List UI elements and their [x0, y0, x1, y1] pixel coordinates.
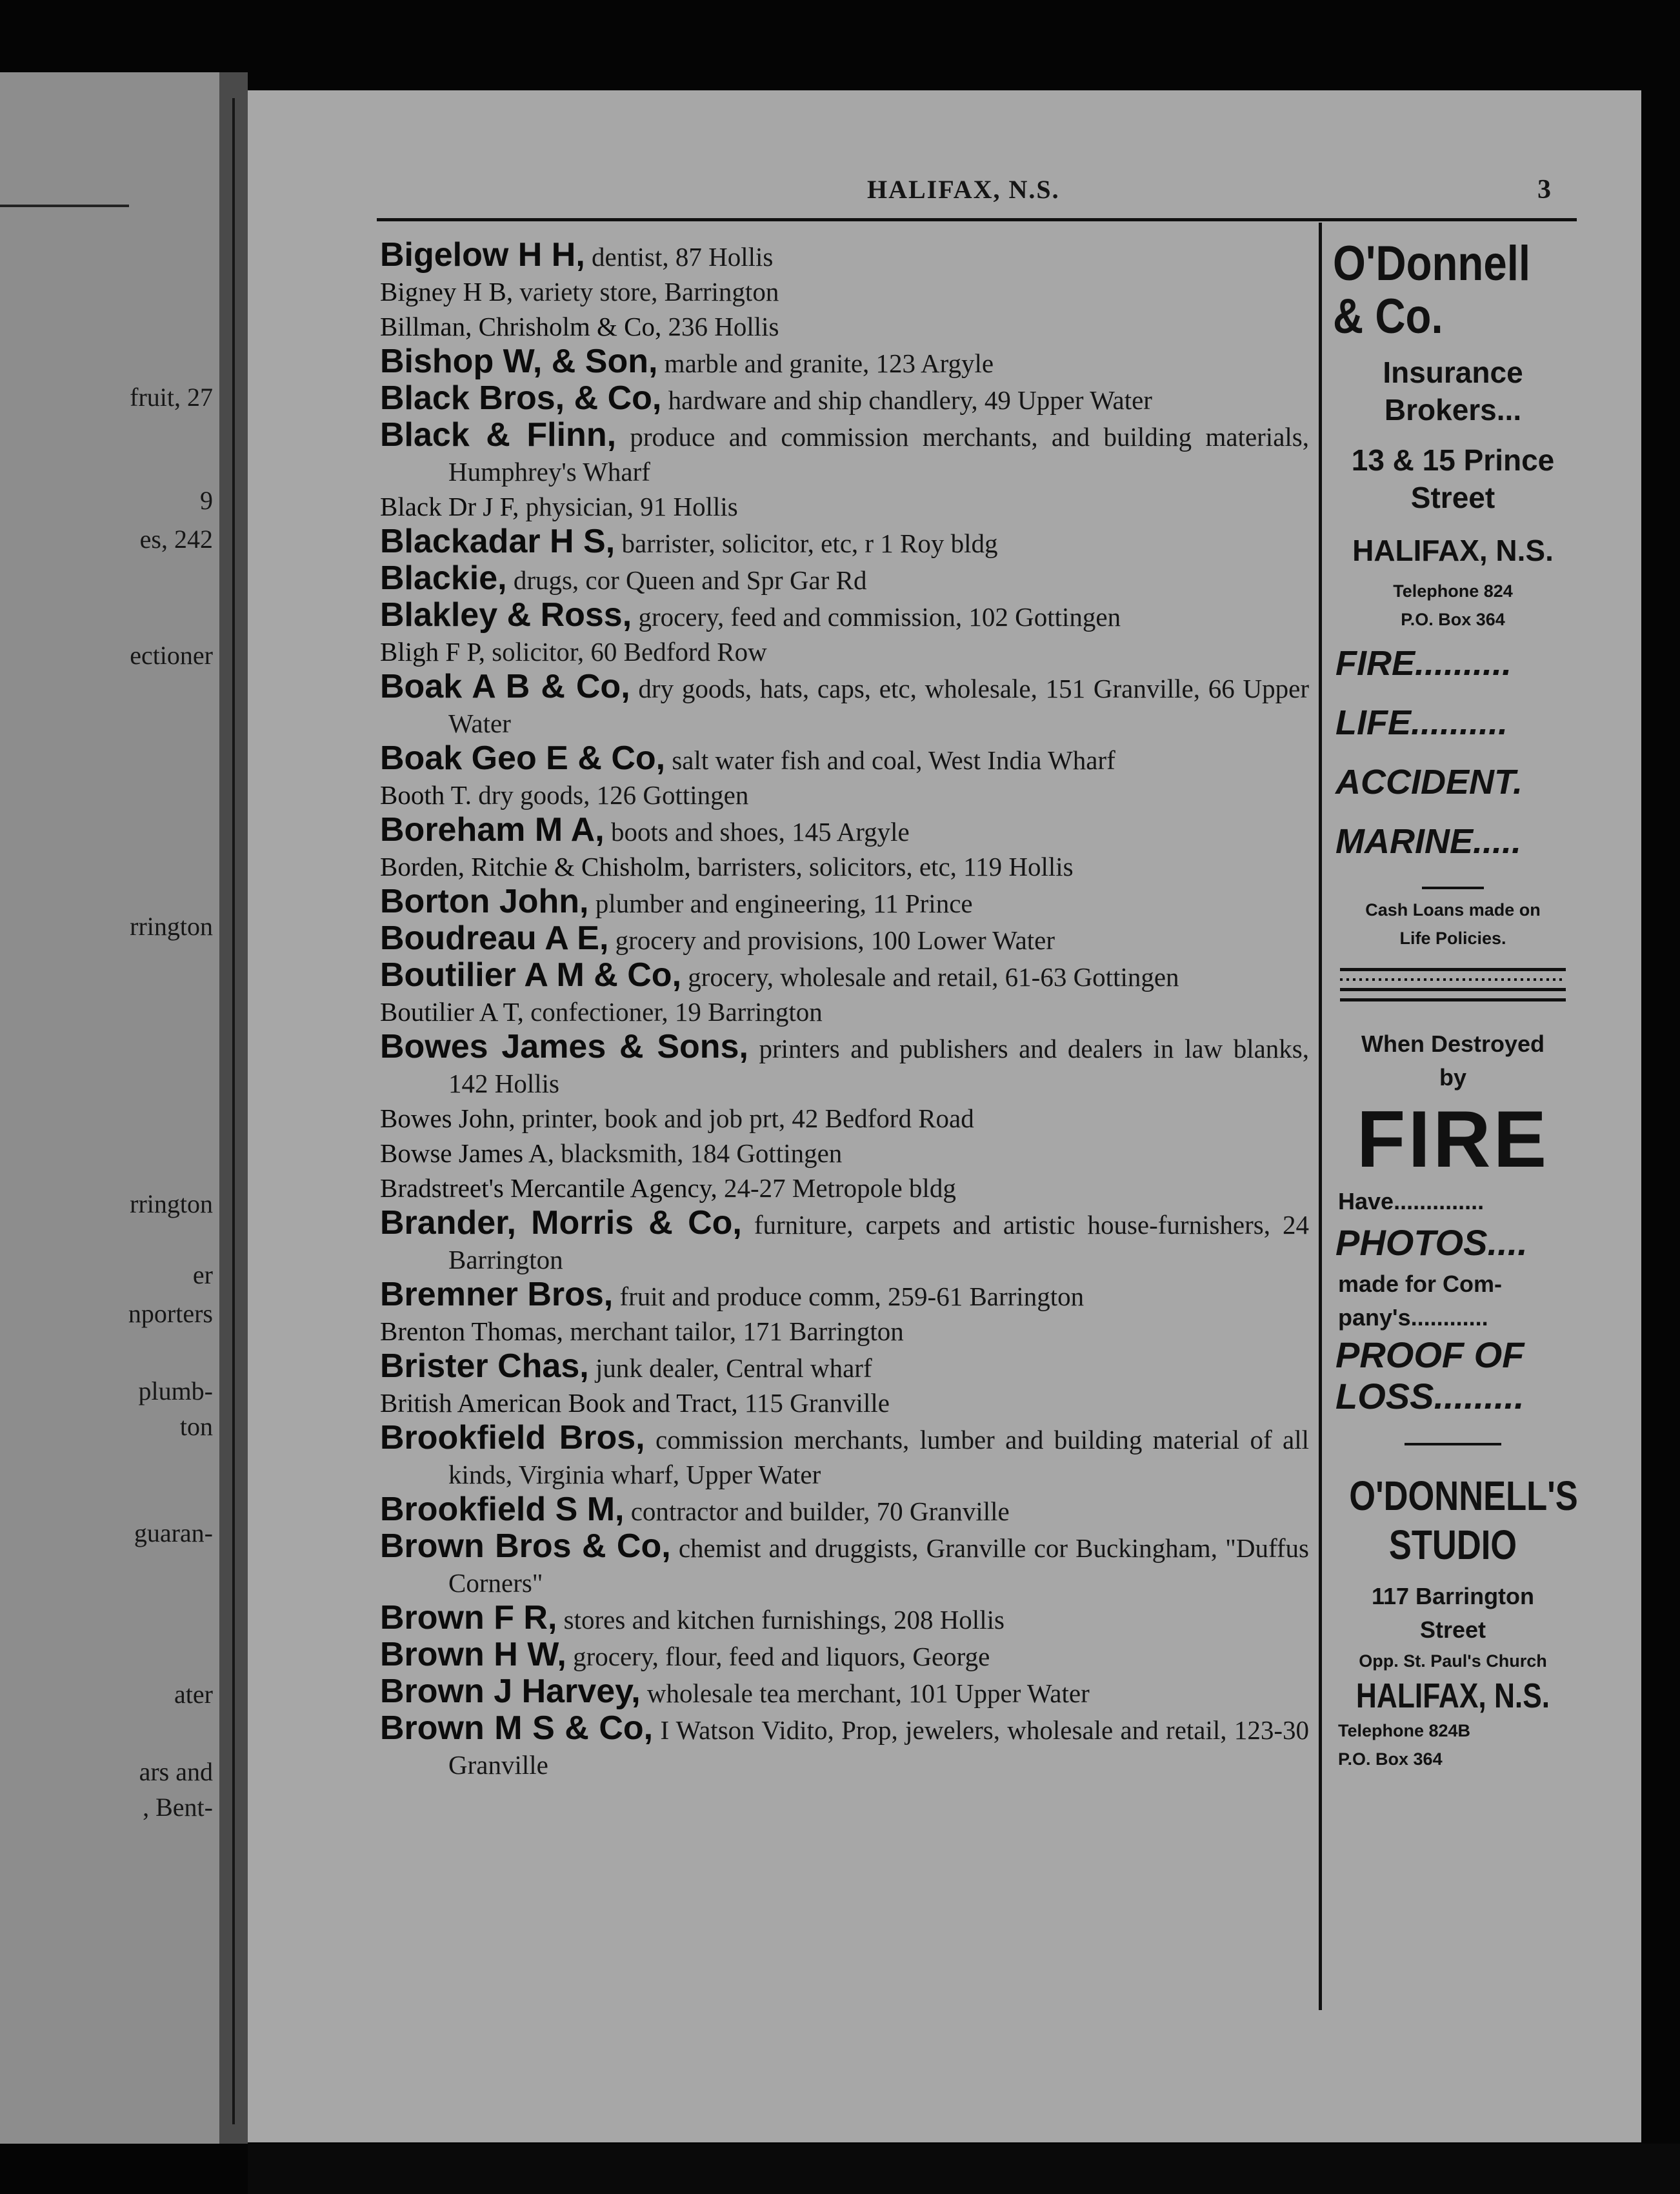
ad-studio-telephone: Telephone 824B — [1338, 1721, 1471, 1740]
entry-name: Billman, Chrisholm & Co, — [380, 312, 662, 341]
directory-entry — [380, 381, 1309, 418]
entry-details: confectioner, 19 Barrington — [523, 997, 823, 1027]
prev-fragment: rrington — [130, 912, 213, 941]
entry-details: grocery, wholesale and retail, 61-63 Gottingen — [681, 962, 1179, 992]
entry-name: Black Dr J F, — [380, 492, 519, 521]
ad-divider — [1422, 887, 1484, 889]
ad-risk-life: LIFE.......... — [1335, 703, 1508, 742]
directory-entry — [380, 598, 1309, 634]
ad-made-for: made for Com- — [1338, 1271, 1503, 1297]
entry-name: Borden, Ritchie & Chisholm, — [380, 852, 691, 881]
entry-name: Blackie, — [380, 559, 507, 597]
ad-risk-fire: FIRE.......... — [1335, 644, 1512, 683]
ad-firm-name: O'Donnell — [1333, 236, 1531, 291]
entry-name: Boak A B & Co, — [380, 668, 630, 705]
entry-details: physician, 91 Hollis — [519, 492, 738, 521]
directory-entry — [380, 489, 1309, 524]
ad-fire-heading: FIRE — [1356, 1095, 1550, 1184]
directory-entry — [380, 884, 1309, 921]
prev-fragment: fruit, 27 — [130, 383, 213, 412]
entry-details: marble and granite, 123 Argyle — [657, 348, 994, 378]
entry-name: Boreham M A, — [380, 811, 605, 849]
directory-entry — [380, 921, 1309, 958]
directory-entry — [380, 309, 1309, 344]
directory-entry — [380, 1205, 1309, 1277]
entry-name: Brown M S & Co, — [380, 1709, 654, 1747]
entry-details: hardware and ship chandlery, 49 Upper Water — [661, 385, 1152, 415]
directory-entry — [380, 561, 1309, 598]
entry-name: Bradstreet's Mercantile Agency, — [380, 1173, 717, 1203]
entry-name: Brenton Thomas, — [380, 1316, 563, 1346]
directory-entry — [380, 1637, 1309, 1674]
entry-details: grocery, feed and commission, 102 Gottingen — [632, 602, 1121, 632]
entry-name: Brown F R, — [380, 1599, 557, 1636]
ad-service: Insurance — [1383, 356, 1523, 389]
prev-fragment: rrington — [130, 1189, 213, 1218]
entry-name: Blackadar H S, — [380, 523, 615, 560]
prev-fragment: , Bent- — [143, 1793, 213, 1822]
entry-name: Brander, Morris & Co, — [380, 1204, 742, 1242]
entry-name: Bowes James & Sons, — [380, 1028, 748, 1065]
prev-fragment: ton — [179, 1412, 213, 1441]
entry-name: Boak Geo E & Co, — [380, 740, 666, 777]
entry-details: furniture, carpets and artistic house-furnishers, 24 Barrington — [448, 1210, 1309, 1274]
directory-entry — [380, 1529, 1309, 1600]
entry-name: Bowse James A, — [380, 1138, 554, 1168]
prev-fragment: nporters — [128, 1299, 213, 1328]
directory-entry — [380, 1101, 1309, 1136]
ad-address-2: Street — [1410, 481, 1495, 514]
previous-page-rule — [0, 205, 129, 207]
entry-name: Brookfield Bros, — [380, 1419, 645, 1456]
ad-risk-marine: MARINE..... — [1335, 822, 1522, 861]
entry-details: dry goods, 126 Gottingen — [472, 780, 749, 810]
directory-entry — [380, 1171, 1309, 1205]
entry-details: boots and shoes, 145 Argyle — [604, 817, 910, 847]
entry-details: variety store, Barrington — [513, 277, 779, 307]
entry-details: fruit and produce comm, 259-61 Barrington — [613, 1282, 1085, 1311]
ad-service-2: Brokers... — [1384, 393, 1522, 427]
entry-name: Boudreau A E, — [380, 920, 609, 957]
directory-entries — [380, 237, 1309, 1782]
entry-name: Bremner Bros, — [380, 1276, 614, 1313]
ad-opposite: Opp. St. Paul's Church — [1359, 1651, 1547, 1671]
directory-entry — [380, 274, 1309, 309]
entry-name: Bigelow H H, — [380, 236, 585, 274]
entry-details: wholesale tea merchant, 101 Upper Water — [640, 1678, 1090, 1708]
ad-studio-city: HALIFAX, N.S. — [1355, 1676, 1550, 1715]
entry-details: dentist, 87 Hollis — [585, 242, 774, 272]
directory-entry — [380, 994, 1309, 1029]
entry-name: Booth T. — [380, 780, 472, 810]
directory-entry — [380, 1420, 1309, 1492]
ad-made-for-2: pany's............ — [1338, 1304, 1488, 1331]
entry-details: 115 Granville — [737, 1388, 890, 1418]
entry-details: junk dealer, Central wharf — [588, 1353, 872, 1383]
entry-name: Bowes John, — [380, 1103, 515, 1133]
entry-details: drugs, cor Queen and Spr Gar Rd — [506, 565, 867, 595]
entry-name: Black Bros, & Co, — [380, 379, 662, 417]
directory-entry — [380, 812, 1309, 849]
directory-entry — [380, 1600, 1309, 1637]
entry-name: Brister Chas, — [380, 1347, 589, 1385]
directory-entry — [380, 849, 1309, 884]
directory-entry — [380, 1314, 1309, 1349]
entry-name: Bishop W, & Son, — [380, 343, 658, 380]
ad-address: 13 & 15 Prince — [1351, 443, 1555, 477]
running-head-title: HALIFAX, N.S. — [867, 175, 1060, 204]
entry-name: Brown J Harvey, — [380, 1673, 641, 1710]
insurance-advertisement — [1326, 237, 1579, 1773]
ad-destroyed-by: by — [1439, 1064, 1466, 1091]
ad-ornamental-bars — [1340, 968, 1566, 1001]
entry-details: printers and publishers and dealers in law blanks, 142 Hollis — [448, 1034, 1309, 1098]
directory-entry — [380, 524, 1309, 561]
entry-name: Brookfield S M, — [380, 1491, 625, 1528]
ad-studio-address-2: Street — [1419, 1616, 1486, 1643]
prev-fragment: ars and — [139, 1757, 213, 1786]
entry-name: Brown H W, — [380, 1636, 566, 1673]
ad-destroyed: When Destroyed — [1361, 1031, 1545, 1057]
directory-entry — [380, 1674, 1309, 1711]
prev-fragment: guaran- — [134, 1518, 213, 1547]
directory-entry — [380, 1136, 1309, 1171]
entry-details: 236 Hollis — [661, 312, 779, 341]
directory-entry — [380, 778, 1309, 812]
entry-details: barrister, solicitor, etc, r 1 Roy bldg — [615, 528, 998, 558]
ad-photos: PHOTOS.... — [1335, 1222, 1528, 1263]
directory-entry — [380, 741, 1309, 778]
directory-entry — [380, 1385, 1309, 1420]
ad-telephone: Telephone 824 — [1393, 581, 1513, 601]
ad-loans-2: Life Policies. — [1399, 929, 1506, 948]
entry-name: Bligh F P, — [380, 637, 485, 667]
entry-name: Boutilier A M & Co, — [380, 956, 682, 994]
ad-studio-po-box: P.O. Box 364 — [1338, 1749, 1443, 1769]
ad-po-box: P.O. Box 364 — [1401, 610, 1505, 629]
entry-name: Blakley & Ross, — [380, 596, 632, 634]
entry-name: Borton John, — [380, 883, 589, 920]
directory-entry — [380, 237, 1309, 274]
ad-studio-address: 117 Barrington — [1371, 1583, 1535, 1609]
entry-name: Black & Flinn, — [380, 416, 617, 454]
ad-divider-2 — [1405, 1443, 1501, 1445]
prev-fragment: plumb- — [138, 1376, 213, 1405]
entry-name: Brown Bros & Co, — [380, 1527, 671, 1565]
entry-details: I Watson Vidito, Prop, jewelers, wholesale and retail, 123-30 Granville — [448, 1715, 1309, 1780]
ad-have: Have.............. — [1338, 1188, 1485, 1214]
entry-details: printer, book and job prt, 42 Bedford Road — [515, 1103, 974, 1133]
prev-fragment: 9 — [200, 486, 213, 515]
running-head — [248, 174, 1641, 213]
scan-border — [248, 2144, 1680, 2194]
entry-details: grocery and provisions, 100 Lower Water — [608, 925, 1055, 955]
directory-entry — [380, 1492, 1309, 1529]
spine-stitch-line — [232, 98, 235, 2124]
directory-entry — [380, 1277, 1309, 1314]
prev-fragment: es, 242 — [139, 525, 213, 554]
ad-studio-label: STUDIO — [1388, 1522, 1517, 1568]
ad-risk-accident: ACCIDENT. — [1335, 763, 1523, 801]
entry-details: plumber and engineering, 11 Prince — [588, 889, 973, 918]
entry-details: contractor and builder, 70 Granville — [624, 1496, 1010, 1526]
directory-entry — [380, 1029, 1309, 1101]
directory-entry — [380, 669, 1309, 741]
entry-details: salt water fish and coal, West India Wharf — [665, 745, 1115, 775]
prev-fragment: er — [192, 1260, 213, 1289]
directory-entry — [380, 344, 1309, 381]
entry-details: blacksmith, 184 Gottingen — [554, 1138, 843, 1168]
entry-name: Boutilier A T, — [380, 997, 524, 1027]
directory-entry — [380, 1711, 1309, 1782]
ad-proof: PROOF OF — [1335, 1334, 1525, 1375]
directory-entry — [380, 1349, 1309, 1385]
entry-details: merchant tailor, 171 Barrington — [563, 1316, 904, 1346]
book-spine — [219, 72, 248, 2144]
ad-firm-name-2: & Co. — [1333, 289, 1443, 344]
directory-page — [248, 90, 1641, 2142]
ad-loss: LOSS......... — [1335, 1376, 1525, 1416]
entry-details: produce and commission merchants, and building materials, Humphrey's Wharf — [448, 422, 1309, 487]
prev-fragment: ater — [174, 1680, 213, 1709]
entry-details: barristers, solicitors, etc, 119 Hollis — [690, 852, 1074, 881]
directory-entry — [380, 634, 1309, 669]
ad-studio-name: O'DONNELL'S — [1349, 1473, 1578, 1519]
entry-details: 24-27 Metropole bldg — [717, 1173, 956, 1203]
entry-details: solicitor, 60 Bedford Row — [485, 637, 767, 667]
directory-entry — [380, 418, 1309, 489]
prev-fragment: ectioner — [130, 641, 213, 670]
entry-name: British American Book and Tract, — [380, 1388, 738, 1418]
entry-details: dry goods, hats, caps, etc, wholesale, 151 Granville, 66 Upper Water — [448, 674, 1309, 738]
previous-page-fragment — [0, 72, 219, 2144]
entry-details: grocery, flour, feed and liquors, George — [566, 1642, 990, 1671]
page-number: 3 — [1537, 175, 1551, 205]
entry-details: chemist and druggists, Granville cor Buckingham, "Duffus Corners" — [448, 1533, 1309, 1598]
entry-name: Bigney H B, — [380, 277, 514, 307]
ad-loans: Cash Loans made on — [1365, 900, 1541, 920]
header-rule — [377, 218, 1577, 221]
directory-entry — [380, 958, 1309, 994]
column-rule — [1319, 223, 1322, 2010]
ad-city: HALIFAX, N.S. — [1352, 534, 1554, 567]
entry-details: stores and kitchen furnishings, 208 Hollis — [557, 1605, 1005, 1635]
entry-details: commission merchants, lumber and building material of all kinds, Virginia wharf, Upper Water — [448, 1425, 1309, 1489]
